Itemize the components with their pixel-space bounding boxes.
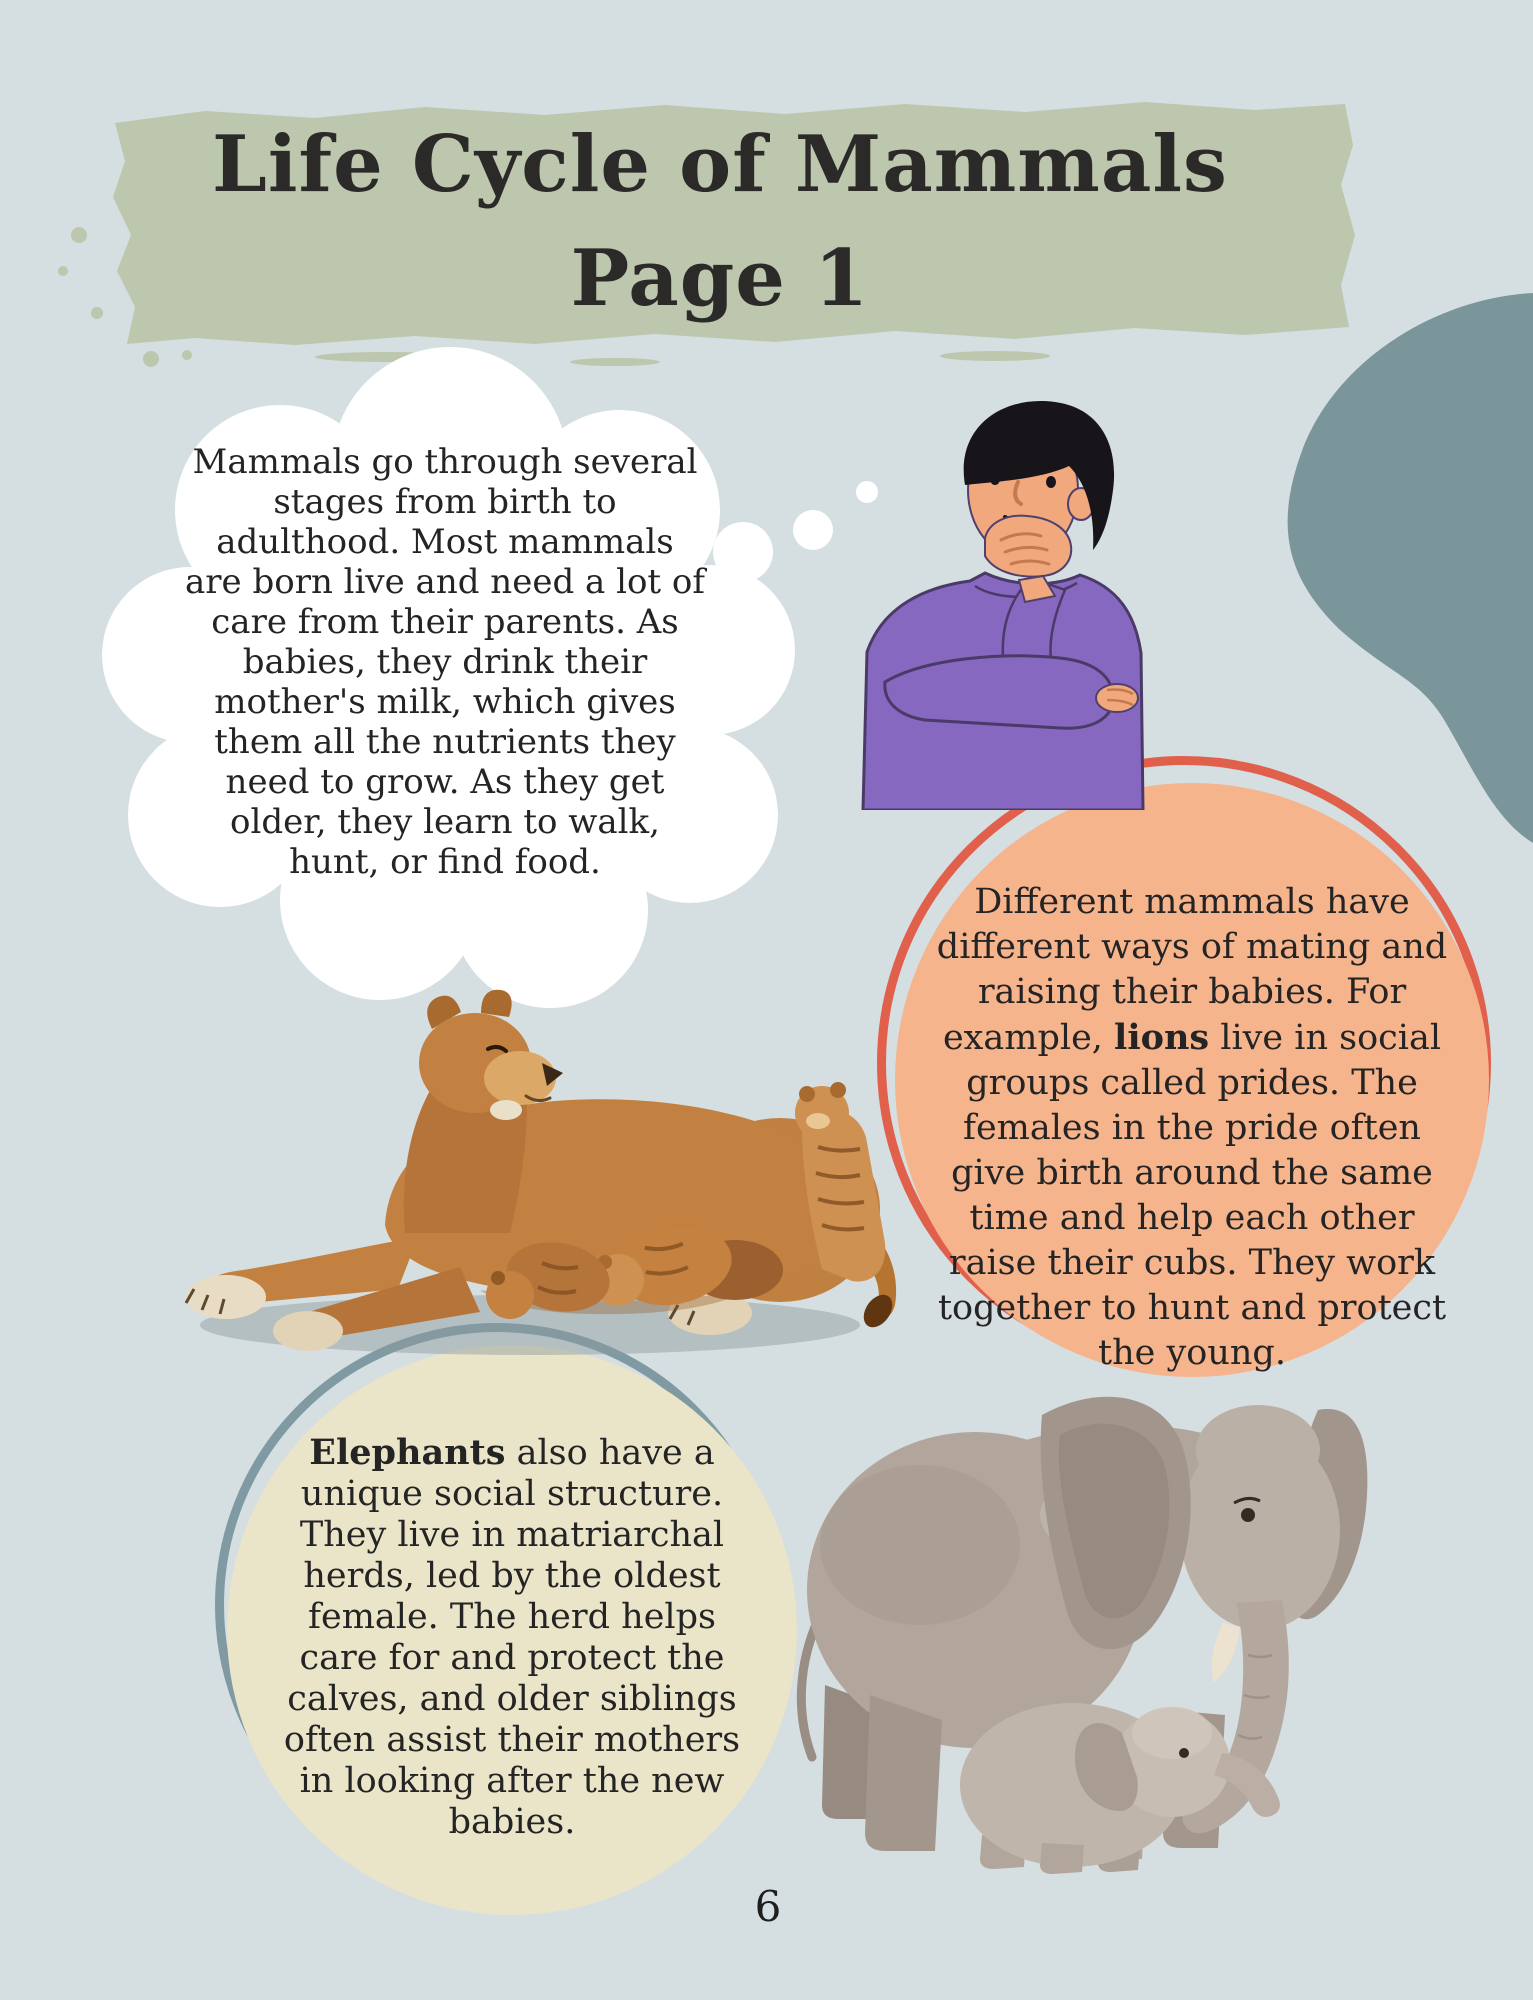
page-number: 6 [754,1882,782,1931]
elephant-circle-text [272,1432,752,1843]
thought-trail-dot-medium [793,510,833,550]
lion-circle-text [922,880,1462,1376]
title-block [55,108,1385,336]
lion-bold-word: lions [1114,1017,1210,1058]
elephant-bold-word: Elephants [309,1432,506,1473]
lion-text-before: Different mammals have different ways of mating and raising their babies. For example, [936,882,1448,1058]
thinking-person-illustration [855,390,1145,810]
lion-text-after: live in social groups called prides. The females in the pride often give birth around the same time and help each other raise their cubs. They work together to hunt and protect the young. [937,1018,1447,1373]
thought-trail-dot-large [713,522,773,582]
lioness-with-cubs-illustration [150,975,910,1375]
page-subtitle: Page 1 [570,233,870,324]
thought-bubble-text: Mammals go through several stages from birth to adulthood. Most mammals are born live and need a lot of care from their parents. As babies, they drink their mother's milk, which gives them all the nutrients they need to grow. As they get older, they learn to walk, hunt, or find food. [185,442,705,882]
elephant-with-calf-illustration [770,1365,1370,1875]
page-title: Life Cycle of Mammals [212,119,1228,210]
elephant-text-after: also have a unique social structure. They live in matriarchal herds, led by the oldest female. The herd helps care for and protect the calves, and older siblings often assist their mothers in looking after the new babies. [283,1433,741,1842]
